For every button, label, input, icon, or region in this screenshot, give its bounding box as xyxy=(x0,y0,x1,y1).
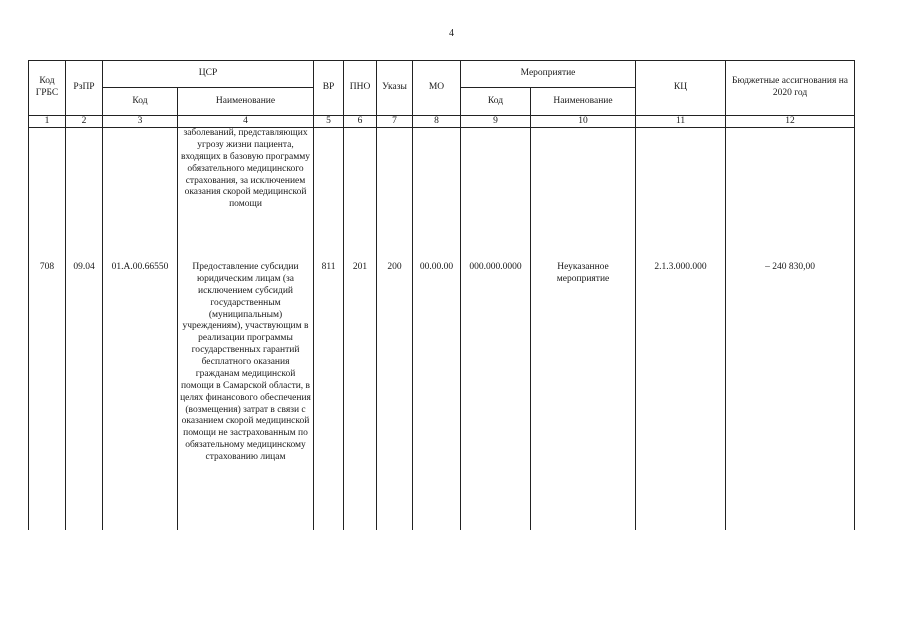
header-mer-kod: Код xyxy=(461,88,531,116)
page-number: 4 xyxy=(449,28,454,39)
header-csr-kod: Код xyxy=(103,88,178,116)
col-num: 7 xyxy=(377,116,413,128)
cell-mo: 00.00.00 xyxy=(413,260,461,530)
cell-kod-grbs: 708 xyxy=(29,260,66,530)
header-mer-name: Наименование xyxy=(531,88,636,116)
header-pno: ПНО xyxy=(344,61,377,116)
continuation-text: заболеваний, представляющих угрозу жизни пациента, входящих в базовую программу обязательного медицинского страхования, за исключением оказания скорой медицинской помощи xyxy=(178,128,314,261)
cell-mer-kod: 000.000.0000 xyxy=(461,260,531,530)
table-row xyxy=(29,260,855,530)
header-vr: ВР xyxy=(314,61,344,116)
col-num: 6 xyxy=(344,116,377,128)
col-num: 4 xyxy=(178,116,314,128)
col-num: 8 xyxy=(413,116,461,128)
col-num: 3 xyxy=(103,116,178,128)
header-csr-name: Наименование xyxy=(178,88,314,116)
cell-pno: 201 xyxy=(344,260,377,530)
col-num: 9 xyxy=(461,116,531,128)
cell-vr: 811 xyxy=(314,260,344,530)
header-csr: ЦСР xyxy=(103,61,314,88)
budget-table xyxy=(28,60,855,530)
header-row-top xyxy=(29,61,855,88)
cell-mer-name: Неуказанное мероприятие xyxy=(531,260,636,530)
cell-kc: 2.1.3.000.000 xyxy=(636,260,726,530)
header-rzpr: РзПР xyxy=(66,61,103,116)
cell-ukazy: 200 xyxy=(377,260,413,530)
col-num: 11 xyxy=(636,116,726,128)
col-num: 5 xyxy=(314,116,344,128)
cell-rzpr: 09.04 xyxy=(66,260,103,530)
header-ukazy: Указы xyxy=(377,61,413,116)
header-kc: КЦ xyxy=(636,61,726,116)
header-meropriyatie: Мероприятие xyxy=(461,61,636,88)
col-num: 10 xyxy=(531,116,636,128)
header-kod-grbs: Код ГРБС xyxy=(29,61,66,116)
cell-amount: – 240 830,00 xyxy=(726,260,855,530)
col-num: 2 xyxy=(66,116,103,128)
cell-csr-name: Предоставление субсидии юридическим лицам (за исключением субсидий государственным (муниципальным) учреждениям), участвующим в реализации программы государственных гарантий бесплатного оказания гражданам медицинской помощи в Самарской области, в целях финансового обеспечения (возмещения) затрат в связи с оказанием скорой медицинской помощи не застрахованным по обязательному медицинскому страхованию лицам xyxy=(178,260,314,530)
header-budget: Бюджетные ассигнования на 2020 год xyxy=(726,61,855,116)
continuation-row xyxy=(29,128,855,261)
column-number-row xyxy=(29,116,855,128)
col-num: 1 xyxy=(29,116,66,128)
cell-csr-kod: 01.А.00.66550 xyxy=(103,260,178,530)
header-mo: МО xyxy=(413,61,461,116)
col-num: 12 xyxy=(726,116,855,128)
